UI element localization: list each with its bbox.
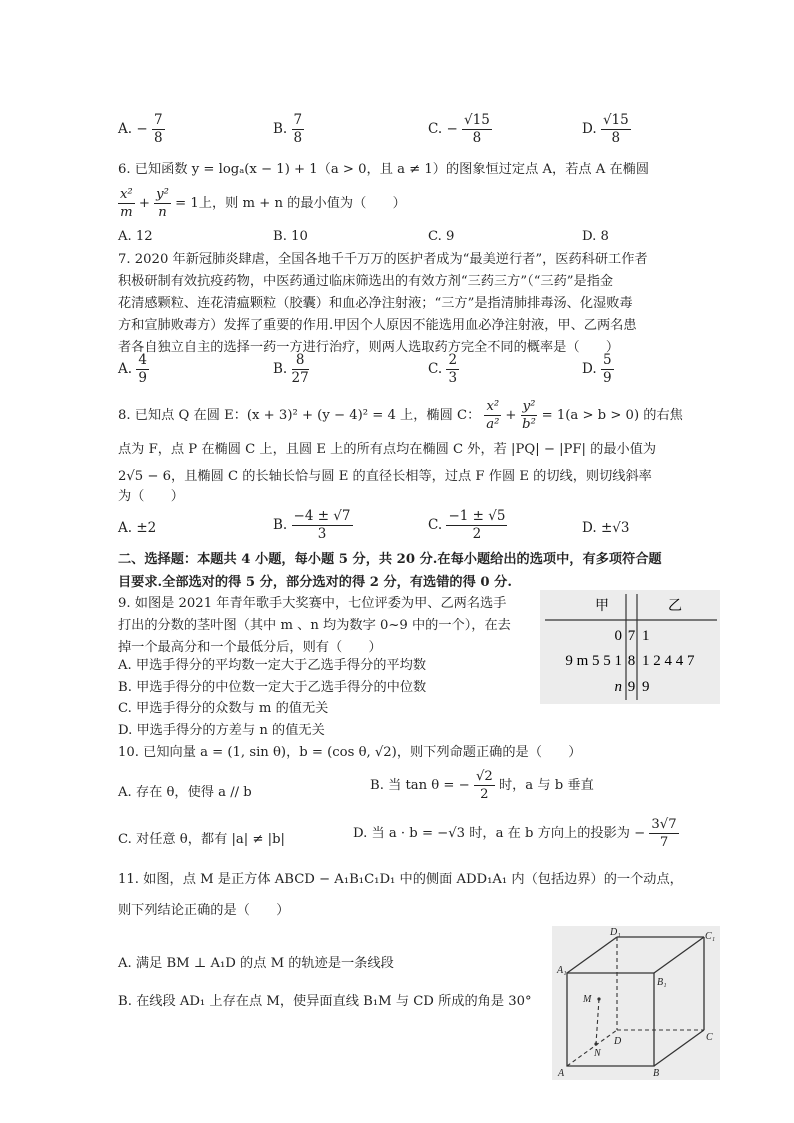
q10-option-d: D. 当 a · b = −√3 时，a 在 b 方向上的投影为 − $\frac{3√7}{7}$ bbox=[353, 817, 677, 850]
q6-line-1: 6. 已知函数 y = logₐ(x − 1) + 1（a > 0，且 a ≠ 1）的图象恒过定点 A，若点 A 在椭圆 bbox=[118, 162, 650, 177]
q10-option-c: C. 对任意 θ，都有 |a| ≠ |b| bbox=[118, 832, 285, 847]
stem-leaf-row-2-stem: 8 bbox=[627, 653, 636, 669]
q9-line-1: 9. 如图是 2021 年青年歌手大奖赛中，七位评委为甲、乙两名选手 bbox=[118, 596, 507, 611]
q6-option-c: C. 9 bbox=[428, 229, 455, 244]
q9-option-a: A. 甲选手得分的平均数一定大于乙选手得分的平均数 bbox=[118, 658, 427, 673]
q8-option-d: D. ±√3 bbox=[582, 520, 630, 536]
q8-line-4: 为（ ） bbox=[118, 489, 184, 504]
stem-leaf-figure bbox=[540, 590, 720, 704]
stem-leaf-header-right: 乙 bbox=[668, 599, 682, 614]
q7-option-d: D. $\frac{5}{9}$ bbox=[582, 352, 612, 386]
label-b1: B₁ bbox=[657, 977, 667, 988]
cube-hidden-segment-m-n bbox=[596, 999, 599, 1044]
q7-option-c: C. $\frac{2}{3}$ bbox=[428, 352, 458, 386]
stem-leaf-row-2-left: 9 m 5 5 1 bbox=[565, 653, 622, 669]
cube-diagram bbox=[552, 926, 720, 1080]
q10-line-1: 10. 已知向量 a = (1, sin θ)，b = (cos θ, √2)，则下列命题正确的是（ ） bbox=[118, 745, 582, 760]
label-c: C bbox=[706, 1032, 713, 1043]
q5-option-a: A. − $\frac{7}{8}$ bbox=[118, 112, 163, 146]
q8-option-a: A. ±2 bbox=[118, 520, 157, 536]
label-a: A bbox=[558, 1068, 565, 1079]
point-n bbox=[594, 1042, 597, 1045]
stem-leaf-row-3-stem: 9 bbox=[627, 679, 636, 695]
label-m: M bbox=[583, 994, 592, 1005]
q6-option-a: A. 12 bbox=[118, 229, 153, 244]
stem-leaf-header-left: 甲 bbox=[595, 599, 609, 614]
q7-line-4: 方和宣肺败毒方）发挥了重要的作用.甲因个人原因不能选用血必净注射液，甲、乙两名患 bbox=[118, 318, 637, 333]
q8-option-c: C. $\frac{-1 \pm √5}{2}$ bbox=[428, 508, 506, 542]
q11-line-2: 则下列结论正确的是（ ） bbox=[118, 903, 290, 918]
q5-option-d: D. $\frac{√15}{8}$ bbox=[582, 112, 629, 146]
q7-line-3: 花清感颗粒、连花清瘟颗粒（胶囊）和血必净注射液；“三方”是指清肺排毒汤、化湿败毒 bbox=[118, 296, 633, 311]
q10-option-b: B. 当 tan θ = − $\frac{√2}{2}$ 时，a 与 b 垂直 bbox=[370, 769, 594, 802]
cube-edge-b-c bbox=[654, 1030, 704, 1066]
stem-leaf-row-1-left: 0 bbox=[614, 628, 622, 644]
section2-heading-line-2: 目要求.全部选对的得 5 分，部分选对的得 2 分，有选错的得 0 分. bbox=[118, 575, 512, 590]
q5-option-b: B. $\frac{7}{8}$ bbox=[273, 112, 303, 146]
q7-option-a: A. $\frac{4}{9}$ bbox=[118, 352, 147, 386]
stem-leaf-row-2-right: 1 2 4 4 7 bbox=[642, 653, 695, 669]
section2-heading-line-1: 二、选择题：本题共 4 小题，每小题 5 分，共 20 分.在每小题给出的选项中，有多项符合题 bbox=[118, 552, 662, 567]
cube-edge-b1-c1 bbox=[654, 937, 704, 973]
stem-leaf-diagram bbox=[540, 590, 720, 704]
stem-leaf-row-1-right: 1 bbox=[642, 628, 650, 644]
q9-option-d: D. 甲选手得分的方差与 n 的值无关 bbox=[118, 723, 325, 738]
stem-leaf-row-3-right: 9 bbox=[642, 679, 650, 695]
label-d1: D₁ bbox=[610, 927, 621, 938]
label-d: D bbox=[614, 1036, 622, 1047]
q11-line-1: 11. 如图，点 M 是正方体 ABCD − A₁B₁C₁D₁ 中的侧面 ADD₁A₁ 内（包括边界）的一个动点， bbox=[118, 872, 683, 887]
q8-line-2: 点为 F，点 P 在椭圆 C 上，且圆 E 上的所有点均在椭圆 C 外，若 |PQ| − |PF| 的最小值为 bbox=[118, 442, 657, 457]
label-a1: A₁ bbox=[557, 965, 567, 976]
stem-leaf-row-1-stem: 7 bbox=[627, 628, 636, 644]
cube-front-face bbox=[567, 973, 654, 1066]
q11-option-b: B. 在线段 AD₁ 上存在点 M，使异面直线 B₁M 与 CD 所成的角是 30° bbox=[118, 994, 532, 1009]
q9-option-c: C. 甲选手得分的众数与 m 的值无关 bbox=[118, 701, 329, 716]
cube-figure bbox=[552, 926, 720, 1080]
q6-option-d: D. 8 bbox=[582, 229, 609, 244]
q7-line-2: 积极研制有效抗疫药物，中医药通过临床筛选出的有效方剂“三药三方”（“三药”是指金 bbox=[118, 274, 614, 289]
label-n: N bbox=[594, 1048, 601, 1059]
q10-option-a: A. 存在 θ，使得 a // b bbox=[118, 785, 252, 800]
q9-line-3: 掉一个最高分和一个最低分后，则有（ ） bbox=[118, 640, 382, 655]
cube-edge-a1-d1 bbox=[567, 937, 617, 973]
q9-line-2: 打出的分数的茎叶图（其中 m 、n 均为数字 0~9 中的一个），在去 bbox=[118, 618, 511, 633]
stem-leaf-row-3-left: n bbox=[614, 679, 622, 695]
label-c1: C₁ bbox=[705, 931, 716, 942]
q7-line-5: 者各自独立自主的选择一药一方进行治疗，则两人选取药方完全不同的概率是（ ） bbox=[118, 340, 620, 355]
q11-option-a: A. 满足 BM ⊥ A₁D 的点 M 的轨迹是一条线段 bbox=[118, 956, 394, 971]
q8-line-1: 8. 已知点 Q 在圆 E：(x + 3)² + (y − 4)² = 4 上，椭圆 C： $\frac{\text{x²}}{\text{a²}}$ + $\frac{\text{y²}}{\text{b²}}$ = 1(a > b > 0) 的右焦 bbox=[118, 399, 683, 432]
label-b: B bbox=[653, 1068, 660, 1079]
q6-option-b: B. 10 bbox=[273, 229, 308, 244]
q6-line-2: $\frac{\text{x²}}{m}$ + $\frac{\text{y²}}{n}$ = 1上，则 m + n 的最小值为（ ） bbox=[120, 187, 406, 220]
cube-hidden-edge-a-d bbox=[567, 1030, 617, 1066]
point-m bbox=[597, 997, 600, 1000]
q5-option-c: C. − $\frac{√15}{8}$ bbox=[428, 112, 490, 146]
q8-line-3: 2√5 − 6，且椭圆 C 的长轴长恰与圆 E 的直径长相等，过点 F 作圆 E 的切线，则切线斜率 bbox=[118, 469, 652, 484]
q9-option-b: B. 甲选手得分的中位数一定大于乙选手得分的中位数 bbox=[118, 680, 427, 695]
q8-option-b: B. $\frac{-4 \pm √7}{3}$ bbox=[273, 508, 351, 542]
q7-line-1: 7. 2020 年新冠肺炎肆虐，全国各地千千万万的医护者成为“最美逆行者”，医药科研工作者 bbox=[118, 252, 648, 267]
q7-option-b: B. $\frac{8}{27}$ bbox=[273, 352, 309, 386]
